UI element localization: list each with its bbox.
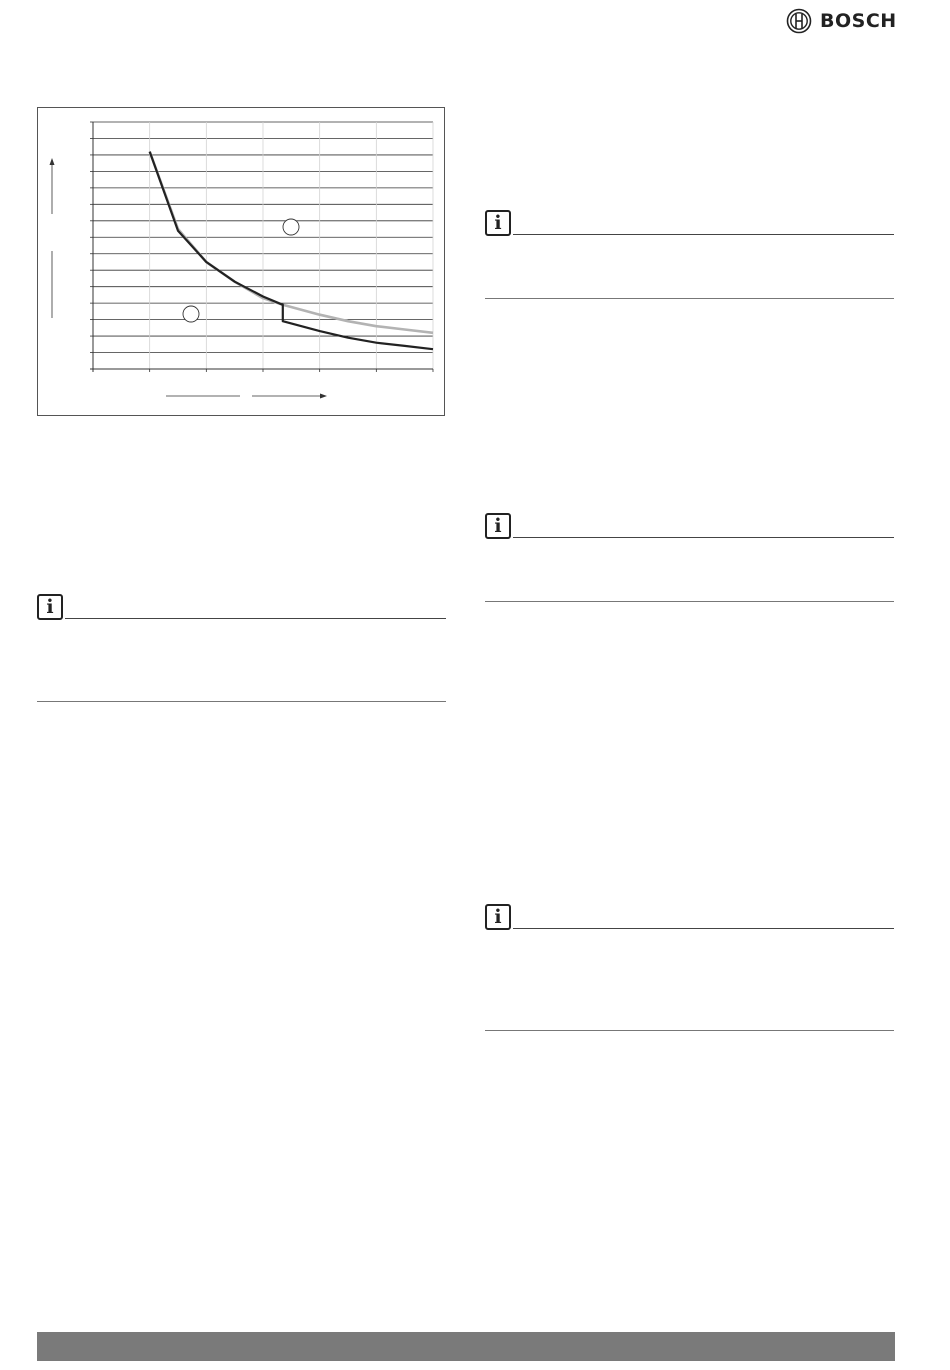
x-axis-arrow-icon <box>320 394 327 399</box>
info-rule-top <box>513 928 894 929</box>
y-axis-arrow-icon <box>50 158 55 165</box>
info-rule-bottom <box>485 1030 894 1031</box>
info-note-3 <box>485 513 894 605</box>
info-rule-top <box>513 537 894 538</box>
info-note-1 <box>37 594 446 704</box>
line-chart <box>38 108 444 415</box>
info-icon: i <box>485 513 511 539</box>
info-rule-bottom <box>37 701 446 702</box>
brand-name: BOSCH <box>820 10 897 32</box>
series-line-1 <box>150 152 433 333</box>
bosch-logo <box>786 8 901 34</box>
info-icon: i <box>37 594 63 620</box>
footer-bar <box>37 1332 895 1361</box>
info-note-4 <box>485 904 894 1034</box>
info-icon: i <box>485 210 511 236</box>
info-note-2 <box>485 210 894 302</box>
figure-frame <box>37 107 445 416</box>
info-rule-bottom <box>485 601 894 602</box>
info-rule-top <box>513 234 894 235</box>
info-icon: i <box>485 904 511 930</box>
info-rule-bottom <box>485 298 894 299</box>
info-rule-top <box>65 618 446 619</box>
region-marker-circle <box>283 219 299 235</box>
bosch-armature-icon <box>786 8 812 34</box>
region-marker-circle <box>183 306 199 322</box>
